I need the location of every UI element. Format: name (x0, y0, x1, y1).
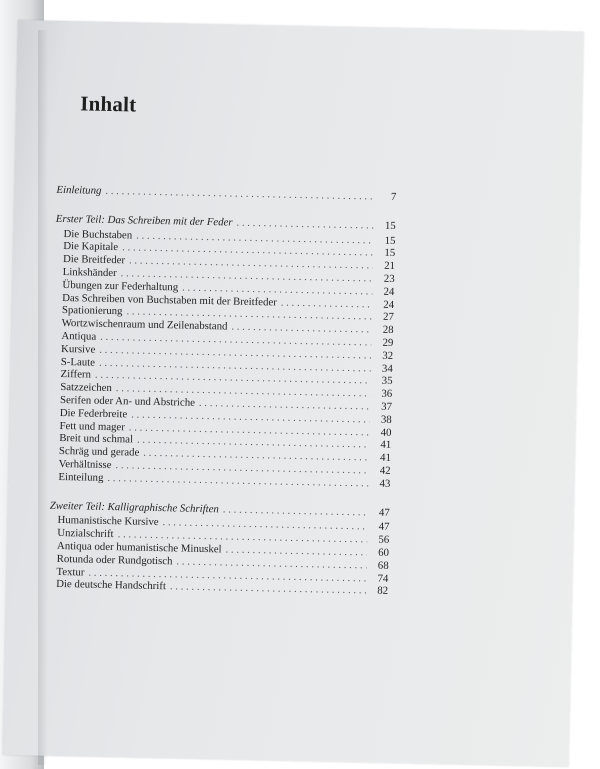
toc-entry-page: 36 (381, 387, 393, 401)
toc-entry-title: Fett und mager (59, 419, 126, 433)
toc-entry-page: 28 (382, 323, 394, 337)
toc-entry-page: 43 (379, 477, 391, 490)
toc-entry-title: Übungen zur Federhaltung (62, 278, 179, 294)
toc-entry-page: 34 (381, 362, 393, 375)
toc-entry-title: Satzzeichen (60, 381, 112, 395)
dot-leader (236, 216, 374, 232)
toc-entry-page: 42 (379, 464, 391, 477)
toc-entry-page: 56 (378, 533, 390, 547)
toc-entry-page: 29 (382, 336, 394, 349)
gutter-shadow (38, 30, 48, 765)
toc-entry-title: Wortzwischenraum und Zeilenabstand (61, 317, 228, 333)
toc-entry-title: Kursive (60, 342, 96, 356)
toc-part-title: Erster Teil: Das Schreiben mit der Feder (55, 212, 233, 229)
toc-part-1-entries (50, 227, 395, 490)
toc-part-page: 15 (384, 219, 396, 232)
toc-intro (56, 184, 396, 204)
toc-entry-title: Verhältnisse (58, 457, 112, 471)
toc-entry-page: 60 (378, 546, 390, 559)
dot-leader (105, 185, 374, 203)
toc-entry-page: 37 (381, 400, 393, 413)
toc-part-1 (50, 213, 396, 491)
toc-entry-title: Das Schreiben von Buchstaben mit der Breitfeder (62, 291, 277, 309)
toc-entry-title: Linkshänder (62, 265, 117, 280)
toc-entry-title: Die deutsche Handschrift (56, 578, 167, 593)
toc-entry-title: Rotunda oder Rundgotisch (56, 552, 173, 568)
toc-entry-page: 15 (384, 234, 396, 247)
toc-entry-title: Einleitung (56, 183, 102, 197)
toc-entry-title: Humanistische Kursive (57, 514, 159, 529)
toc-entry-page: 82 (377, 584, 389, 598)
dot-leader (170, 581, 366, 598)
toc-entry-page: 68 (377, 559, 389, 572)
book-page (3, 20, 584, 767)
toc-entry-page: 24 (383, 298, 395, 311)
toc-part-title: Zweiter Teil: Kalligraphische Schriften (49, 499, 219, 515)
toc-entry-page: 40 (380, 426, 392, 439)
toc-entry-title: Schräg und gerade (58, 445, 140, 459)
toc-part-page: 47 (378, 506, 390, 519)
toc-entry-page: 21 (384, 259, 396, 273)
toc-entry-title: Breit und schmal (59, 432, 134, 446)
table-of-contents (48, 91, 399, 614)
toc-entry-title: Antiqua (61, 329, 97, 343)
page-title: Inhalt (80, 91, 137, 117)
toc-entry-page: 41 (380, 439, 392, 452)
toc-entry-title: Ziffern (60, 368, 92, 381)
toc-entry-title: Die Kapitale (63, 240, 119, 254)
toc-entry-title: S-Laute (60, 355, 96, 369)
toc-entry-page: 32 (382, 349, 394, 362)
toc-entry-page: 74 (377, 572, 389, 585)
toc-entry-page: 27 (382, 311, 394, 324)
toc-entry-page: 41 (379, 451, 392, 465)
toc-entry-page: 7 (390, 190, 397, 203)
toc-part-2-entries (48, 514, 390, 598)
toc-entry-page: 15 (384, 247, 396, 260)
toc-entry-page: 35 (381, 375, 393, 388)
toc-entry-title: Die Breitfeder (62, 253, 126, 267)
toc-entry-intro (56, 184, 396, 204)
toc-entry-title: Spationierung (61, 304, 123, 318)
dot-leader (223, 503, 368, 519)
toc-entry-title: Antiqua oder humanistische Minuskel (56, 539, 222, 556)
toc-entry-title: Serifen oder An- und Abstriche (59, 393, 196, 409)
toc-entry-title: Unzialschrift (57, 527, 114, 541)
toc-entry-page: 23 (383, 272, 395, 285)
toc-part-2 (48, 499, 390, 598)
toc-entry-page: 38 (380, 413, 392, 426)
toc-entry-title: Die Buchstaben (63, 227, 133, 242)
toc-entry-title: Textur (56, 565, 85, 579)
toc-entry-page: 47 (378, 520, 390, 534)
toc-entry-title: Einteilung (58, 470, 104, 484)
toc-entry-title: Die Federbreite (59, 406, 128, 421)
toc-entry-page: 24 (383, 285, 395, 298)
